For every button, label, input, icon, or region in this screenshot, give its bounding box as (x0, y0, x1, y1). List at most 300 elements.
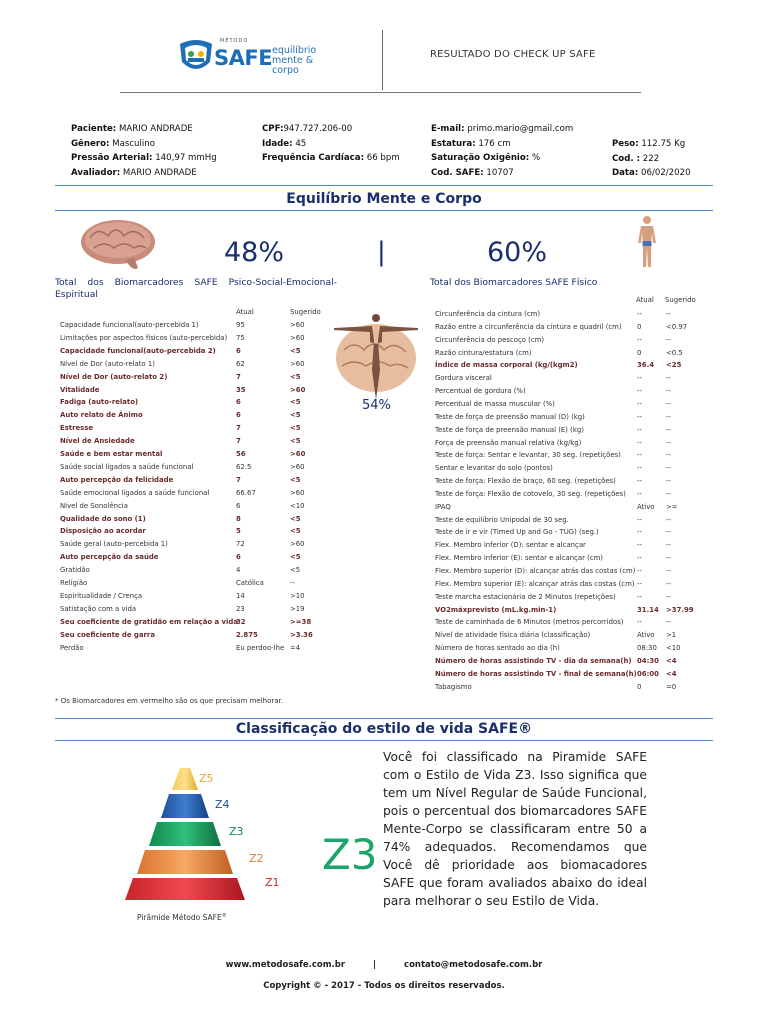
biomarker-label: Capacidade funcional(auto-percebida 2) (60, 346, 216, 355)
biomarker-label: Seu coeficiente de gratidão em relação a vida (60, 617, 238, 626)
biomarker-sugerido: >60 (290, 488, 305, 497)
biomarker-sugerido: >60 (290, 450, 306, 458)
biomarker-label: Limitações por aspectos físicos (auto-percebida) (60, 333, 228, 342)
pyramid-caption: Pirâmide Método SAFE® (137, 913, 227, 922)
biomarker-label: Percentual de gordura (%) (435, 387, 526, 396)
biomarker-sugerido: <5 (290, 437, 301, 446)
mind-body-figure-icon (330, 310, 422, 402)
biomarker-row (60, 396, 340, 408)
biomarker-atual: -- (637, 541, 642, 550)
lifestyle-classification: Z3 (322, 830, 378, 879)
pyramid-label-z3: Z3 (229, 825, 244, 838)
biomarker-sugerido: <5 (290, 372, 301, 381)
biomarker-row (435, 501, 715, 513)
biomarker-sugerido: =4 (290, 643, 301, 652)
logo-tagline (272, 46, 336, 76)
biomarker-sugerido: >37.99 (666, 605, 694, 614)
biomarker-sugerido: >10 (290, 591, 305, 600)
biomarker-sugerido: <25 (666, 361, 682, 370)
biomarker-label: Saúde social ligados a saúde funcional (60, 462, 194, 471)
label-codsafe: Cod. SAFE: (431, 167, 484, 178)
center-percentage: 54% (362, 398, 391, 413)
biomarker-row (60, 487, 340, 499)
biomarker-atual: -- (637, 489, 642, 498)
biomarker-sugerido: -- (666, 592, 671, 601)
biomarker-atual: 6 (236, 346, 241, 355)
header-rule (120, 92, 641, 93)
biomarker-label: Auto percepção da felicidade (60, 475, 174, 484)
biomarker-label: Número de horas assistindo TV - final de semana(h) (435, 669, 637, 678)
value-cod: 222 (642, 153, 660, 164)
label-saturacao: Saturação Oxigênio: (431, 153, 530, 163)
biomarker-sugerido: <5 (290, 398, 301, 407)
biomarker-row (435, 411, 715, 423)
biomarker-label: Índice de massa corporal (kg/(kgm2) (435, 361, 578, 370)
biomarker-sugerido: <5 (290, 553, 301, 562)
biomarker-row (60, 435, 340, 447)
biomarker-atual: -- (637, 567, 642, 575)
biomarker-row (435, 514, 715, 526)
biomarker-row (60, 642, 340, 654)
biomarker-atual: 75 (236, 333, 245, 342)
biomarker-atual: 36.4 (637, 361, 655, 370)
biomarker-atual: Católica (236, 579, 264, 587)
biomarker-sugerido: <10 (666, 644, 681, 653)
biomarker-atual: 6 (236, 411, 241, 420)
biomarker-row (60, 603, 340, 615)
biomarker-sugerido: -- (666, 515, 671, 524)
biomarker-atual: 31.14 (637, 605, 659, 614)
biomarker-row (60, 513, 340, 525)
label-cod: Cod. : (612, 153, 641, 164)
biomarker-row (435, 308, 715, 320)
biomarker-atual: -- (637, 310, 642, 318)
biomarker-atual: 32 (236, 617, 246, 626)
biomarker-label: Teste de força: Flexão de cotovelo, 30 seg. (repetições) (435, 489, 626, 498)
biomarker-row (435, 449, 715, 461)
biomarker-label: IPAQ (435, 502, 451, 511)
biomarker-sugerido: <5 (290, 346, 301, 355)
biomarker-label: Nível de Ansiedade (60, 437, 135, 446)
pyramid-label-z4: Z4 (215, 798, 230, 811)
biomarker-atual: -- (637, 515, 642, 524)
pyramid-level-z2 (137, 850, 233, 874)
biomarker-row (60, 577, 340, 589)
biomarker-row (435, 424, 715, 436)
biomarker-sugerido: -- (666, 335, 671, 344)
biomarker-label: Nível de Sonolência (60, 501, 128, 510)
biomarker-sugerido: <5 (290, 566, 301, 575)
value-email: primo.mario@gmail.com (467, 124, 574, 134)
footer-links (0, 960, 768, 970)
biomarker-label: Saúde geral (auto-percebida 1) (60, 540, 168, 549)
biomarker-atual: -- (637, 399, 642, 408)
biomarker-atual: -- (637, 579, 642, 588)
value-cpf: 947.727.206-00 (283, 124, 353, 134)
biomarker-row (435, 539, 715, 551)
biomarker-sugerido: <4 (666, 656, 677, 665)
biomarker-row (60, 551, 340, 563)
biomarker-atual: 72 (236, 540, 245, 549)
section1-title: Equilíbrio Mente e Corpo (286, 191, 482, 207)
biomarker-sugerido: -- (666, 412, 671, 421)
label-paciente: Paciente: (71, 124, 117, 134)
biomarker-sugerido: >60 (290, 321, 305, 329)
biomarker-label: Seu coeficiente de garra (60, 630, 155, 639)
biomarker-row (435, 681, 715, 693)
biomarker-label: Teste marcha estacionária de 2 Minutos (repetições) (435, 592, 616, 601)
biomarker-label: Percentual de massa muscular (%) (435, 399, 555, 408)
biomarker-label: Fadiga (auto-relato) (60, 398, 139, 407)
section1-bottom-rule (55, 210, 713, 211)
biomarker-sugerido: <4 (666, 669, 677, 678)
biomarker-sugerido: -- (666, 387, 671, 396)
biomarker-sugerido: -- (666, 477, 671, 486)
biomarker-sugerido: <10 (290, 501, 305, 510)
biomarker-atual: -- (637, 438, 642, 447)
pyramid-level-z4 (161, 794, 209, 818)
biomarker-label: Disposição ao acordar (60, 527, 146, 536)
biomarker-sugerido: -- (666, 425, 671, 434)
biomarker-atual: -- (637, 477, 642, 486)
mind-subtitle: Total dos Biomarcadores SAFE Psico-Social-Emocional-Espiritual (55, 277, 337, 300)
footnote: * Os Biomarcadores em vermelho são os que precisam melhorar. (55, 697, 283, 705)
biomarker-label: Teste de força: Flexão de braço, 60 seg. (repetições) (435, 477, 616, 486)
biomarker-atual: 62 (236, 359, 245, 368)
biomarker-label: Teste de força: Sentar e levantar, 30 seg. (repetições) (435, 451, 621, 460)
biomarker-row (435, 398, 715, 410)
biomarker-label: Número de horas assistindo TV - dia da semana(h) (435, 656, 632, 665)
footer-separator: | (373, 960, 377, 970)
biomarker-label: Força de preensão manual relativa (kg/kg) (435, 438, 582, 447)
biomarker-label: Flex. Membro inferior (E): sentar e alcançar (cm) (435, 554, 603, 563)
pyramid-level-z3 (149, 822, 221, 846)
biomarker-sugerido: -- (666, 438, 671, 447)
value-idade: 45 (295, 138, 307, 149)
mind-col-sugerido: Sugerido (290, 308, 321, 316)
biomarker-row (435, 642, 715, 654)
footer-site-link[interactable]: www.metodosafe.com.br (225, 960, 346, 970)
biomarker-row (435, 437, 715, 449)
safe-pyramid (105, 762, 295, 926)
body-biomarker-table (435, 308, 715, 696)
biomarker-sugerido: -- (666, 310, 671, 318)
biomarker-atual: -- (637, 528, 642, 537)
biomarker-label: Saúde e bem estar mental (60, 450, 163, 458)
footer-email-link[interactable]: contato@metodosafe.com.br (404, 960, 543, 970)
lifestyle-description: Você foi classificado na Piramide SAFE com o Estilo de Vida Z3. Isso significa que tem um Nível Regular de Saúde Funcional, pois o percentual dos biomarcadores SAFE Mente-Corpo se classificaram entre 50 a 74% adequados. Recomendamos que Você dê prioridade aos biomacadores SAFE que foram avaliados abaixo do ideal para melhorar o seu Estilo de Vida. (383, 750, 647, 908)
biomarker-atual: 23 (236, 604, 245, 613)
biomarker-row (435, 604, 715, 616)
biomarker-sugerido: <5 (290, 475, 301, 484)
biomarker-label: Tabagismo (435, 682, 472, 691)
biomarker-atual: 56 (236, 450, 246, 458)
biomarker-label: VO2máxprevisto (mL.kg.min-1) (435, 605, 557, 614)
biomarker-sugerido: -- (290, 579, 295, 587)
biomarker-label: Flex. Membro superior (D): alcançar atrás das costas (cm) (435, 567, 636, 575)
biomarker-row (60, 358, 340, 370)
biomarker-atual: -- (637, 592, 642, 601)
biomarker-label: Razão entre a circunferência da cintura e quadril (cm) (435, 322, 622, 331)
biomarker-atual: Eu perdoo-lhe (236, 643, 285, 652)
value-paciente: MARIO ANDRADE (118, 124, 193, 134)
label-cpf: CPF: (262, 124, 284, 134)
biomarker-atual: 7 (236, 372, 241, 381)
biomarker-row (60, 319, 340, 331)
biomarker-row (60, 371, 340, 383)
biomarker-atual: -- (637, 425, 642, 434)
label-idade: Idade: (262, 138, 293, 149)
biomarker-sugerido: <0.97 (666, 322, 688, 331)
safe-logo (176, 36, 336, 80)
biomarker-row (435, 334, 715, 346)
biomarker-sugerido: -- (666, 541, 671, 550)
biomarker-label: Teste de força de preensão manual (E) (kg) (435, 425, 584, 434)
label-estatura: Estatura: (431, 138, 476, 149)
biomarker-row (60, 590, 340, 602)
biomarker-label: Vitalidade (60, 385, 100, 394)
body-percentage: 60% (487, 237, 548, 268)
patient-info-col-4 (612, 137, 691, 181)
biomarker-atual: 6 (236, 501, 241, 510)
biomarker-sugerido: >19 (290, 604, 305, 613)
section2-title: Classificação do estilo de vida SAFE® (235, 721, 533, 737)
biomarker-sugerido: >60 (290, 385, 306, 394)
biomarker-sugerido: -- (666, 451, 671, 460)
biomarker-label: Nível de atividade física diária (classificação) (435, 631, 591, 640)
biomarker-sugerido: >= (666, 502, 678, 511)
biomarker-row (435, 526, 715, 538)
logo-emblem-icon (176, 36, 216, 78)
biomarker-row (60, 448, 340, 460)
biomarker-row (60, 474, 340, 486)
biomarker-sugerido: >60 (290, 359, 305, 368)
label-email: E-mail: (431, 124, 465, 134)
biomarker-row (435, 359, 715, 371)
patient-info-col-1 (71, 122, 217, 180)
pyramid-level-z1 (125, 878, 245, 900)
biomarker-row (435, 668, 715, 680)
biomarker-sugerido: -- (666, 399, 671, 408)
biomarker-row (435, 488, 715, 500)
biomarker-row (60, 629, 340, 641)
biomarker-label: Circunferência do pescoço (cm) (435, 335, 545, 344)
label-pressao: Pressão Arterial: (71, 153, 153, 163)
section1-top-rule (55, 185, 713, 186)
logo-method-text: MÉTODO (220, 38, 249, 44)
biomarker-sugerido: -- (666, 554, 671, 563)
body-col-atual: Atual (636, 296, 654, 304)
biomarker-row (435, 591, 715, 603)
biomarker-atual: 14 (236, 591, 245, 600)
percentage-divider: | (377, 237, 386, 267)
biomarker-atual: -- (637, 618, 642, 627)
header-divider (382, 30, 383, 90)
report-title: RESULTADO DO CHECK UP SAFE (430, 49, 596, 60)
biomarker-label: Flex. Membro inferior (D): sentar e alcançar (435, 541, 586, 550)
biomarker-atual: 66.67 (236, 488, 256, 497)
biomarker-sugerido: -- (666, 374, 671, 383)
biomarker-sugerido: <0.5 (666, 348, 683, 357)
biomarker-atual: 2.875 (236, 630, 258, 639)
biomarker-atual: 08:30 (637, 644, 657, 653)
pyramid-label-z5: Z5 (199, 772, 214, 785)
biomarker-label: Gratidão (60, 566, 90, 575)
biomarker-label: Nível de Dor (auto-relato 2) (60, 372, 168, 381)
pyramid-label-z1: Z1 (265, 876, 280, 889)
value-pressao: 140,97 mmHg (155, 153, 217, 163)
label-avaliador: Avaliador: (71, 167, 121, 178)
biomarker-atual: 04:30 (637, 656, 659, 665)
biomarker-row (435, 475, 715, 487)
section2-top-rule (55, 718, 713, 719)
biomarker-label: Teste de equilíbrio Unipodal de 30 seg. (435, 515, 569, 524)
biomarker-label: Teste de ir e vir (Timed Up and Go - TUG) (seg.) (435, 528, 599, 537)
biomarker-label: Estresse (60, 424, 94, 433)
biomarker-sugerido: >60 (290, 540, 305, 549)
copyright: Copyright © - 2017 - Todos os direitos reservados. (263, 981, 505, 991)
biomarker-sugerido: -- (666, 489, 671, 498)
body-col-sugerido: Sugerido (665, 296, 696, 304)
logo-name: SAFE (214, 46, 273, 70)
biomarker-row (60, 422, 340, 434)
biomarker-sugerido: <5 (290, 424, 301, 433)
biomarker-atual: Ativo (637, 502, 655, 511)
pyramid-level-z5 (172, 768, 198, 790)
biomarker-atual: -- (637, 451, 642, 460)
biomarker-row (435, 616, 715, 628)
biomarker-atual: 0 (637, 322, 642, 331)
biomarker-atual: -- (637, 387, 642, 396)
biomarker-atual: 0 (637, 348, 642, 357)
biomarker-row (60, 384, 340, 396)
biomarker-label: Número de horas sentado ao dia (h) (435, 644, 560, 653)
biomarker-row (60, 525, 340, 537)
biomarker-row (60, 538, 340, 550)
biomarker-label: Capacidade funcional(auto-percebida 1) (60, 321, 199, 329)
biomarker-row (60, 332, 340, 344)
biomarker-label: Nível de Dor (auto-relato 1) (60, 359, 155, 368)
biomarker-atual: 5 (236, 527, 241, 536)
biomarker-atual: 6 (236, 553, 241, 562)
label-genero: Gênero: (71, 138, 110, 149)
biomarker-sugerido: -- (666, 579, 671, 588)
value-peso: 112.75 Kg (641, 139, 686, 149)
biomarker-label: Teste de força de preensão manual (D) (kg) (435, 412, 585, 421)
value-data: 06/02/2020 (641, 168, 691, 178)
brain-icon (78, 216, 158, 276)
mind-percentage: 48% (224, 237, 285, 268)
biomarker-atual: 4 (236, 566, 241, 575)
biomarker-label: Razão cintura/estatura (cm) (435, 348, 532, 357)
biomarker-atual: 0 (637, 682, 642, 691)
mind-col-atual: Atual (236, 308, 254, 316)
label-frequencia: Frequência Cardíaca: (262, 153, 365, 163)
value-estatura: 176 cm (478, 138, 511, 149)
patient-info-col-2 (262, 122, 400, 166)
biomarker-row (60, 500, 340, 512)
biomarker-row (435, 385, 715, 397)
value-frequencia: 66 bpm (366, 153, 400, 163)
label-data: Data: (612, 168, 639, 178)
biomarker-atual: -- (637, 335, 642, 344)
biomarker-label: Satistação com a vida (60, 604, 137, 613)
section2-bottom-rule (55, 740, 713, 741)
biomarker-row (60, 345, 340, 357)
biomarker-row (60, 461, 340, 473)
biomarker-sugerido: -- (666, 528, 671, 537)
patient-info-col-3 (431, 122, 573, 180)
biomarker-label: Flex. Membro superior (E): alcançar atrás das costas (cm) (435, 579, 635, 588)
biomarker-atual: 7 (236, 424, 241, 433)
biomarker-atual: -- (637, 412, 642, 421)
body-subtitle: Total dos Biomarcadores SAFE Físico (430, 277, 598, 288)
biomarker-row (435, 321, 715, 333)
biomarker-atual: 7 (236, 475, 241, 484)
biomarker-sugerido: -- (666, 567, 671, 575)
biomarker-atual: 7 (236, 437, 241, 446)
biomarker-label: Sentar e levantar do solo (pontos) (435, 464, 553, 473)
value-saturacao: % (531, 153, 541, 163)
biomarker-row (60, 564, 340, 576)
biomarker-atual: 95 (236, 321, 245, 329)
biomarker-row (435, 552, 715, 564)
biomarker-atual: -- (637, 554, 642, 563)
biomarker-atual: 6 (236, 398, 241, 407)
biomarker-sugerido: >60 (290, 462, 305, 471)
biomarker-label: Auto relato de Ânimo (60, 411, 143, 420)
logo-tagline-2: mente & corpo (272, 55, 314, 76)
biomarker-sugerido: >60 (290, 333, 305, 342)
pyramid-label-z2: Z2 (249, 852, 264, 865)
biomarker-label: Circunferência da cintura (cm) (435, 310, 541, 318)
biomarker-sugerido: -- (666, 618, 671, 627)
biomarker-label: Teste de caminhada de 6 Minutos (metros percorridos) (435, 618, 624, 627)
biomarker-atual: 35 (236, 385, 246, 394)
value-genero: Masculino (112, 138, 155, 149)
biomarker-row (435, 347, 715, 359)
value-codsafe: 10707 (486, 167, 514, 178)
biomarker-row (435, 655, 715, 667)
value-avaliador: MARIO ANDRADE (122, 167, 197, 178)
biomarker-atual: 06:00 (637, 669, 659, 678)
biomarker-label: Espiritualidade / Crença (60, 591, 143, 600)
biomarker-sugerido: >=38 (290, 617, 312, 626)
biomarker-label: Auto percepção da saúde (60, 553, 159, 562)
biomarker-sugerido: <5 (290, 527, 301, 536)
biomarker-label: Saúde emocional ligados a saúde funcional (60, 488, 210, 497)
biomarker-row (435, 629, 715, 641)
biomarker-row (60, 409, 340, 421)
label-peso: Peso: (612, 139, 639, 149)
biomarker-label: Gordura visceral (435, 374, 492, 383)
biomarker-row (435, 578, 715, 590)
biomarker-label: Perdão (60, 643, 84, 652)
biomarker-row (435, 372, 715, 384)
biomarker-sugerido: >1 (666, 631, 677, 640)
biomarker-atual: -- (637, 464, 642, 473)
biomarker-sugerido: <5 (290, 411, 301, 420)
biomarker-atual: Ativo (637, 631, 655, 640)
biomarker-row (435, 565, 715, 577)
biomarker-label: Religião (60, 579, 88, 587)
biomarker-label: Qualidade do sono (1) (60, 514, 146, 523)
body-figure-icon (635, 215, 659, 269)
biomarker-sugerido: >3.36 (290, 630, 313, 639)
biomarker-sugerido: =0 (666, 682, 677, 691)
biomarker-sugerido: -- (666, 464, 671, 473)
biomarker-row (60, 616, 340, 628)
